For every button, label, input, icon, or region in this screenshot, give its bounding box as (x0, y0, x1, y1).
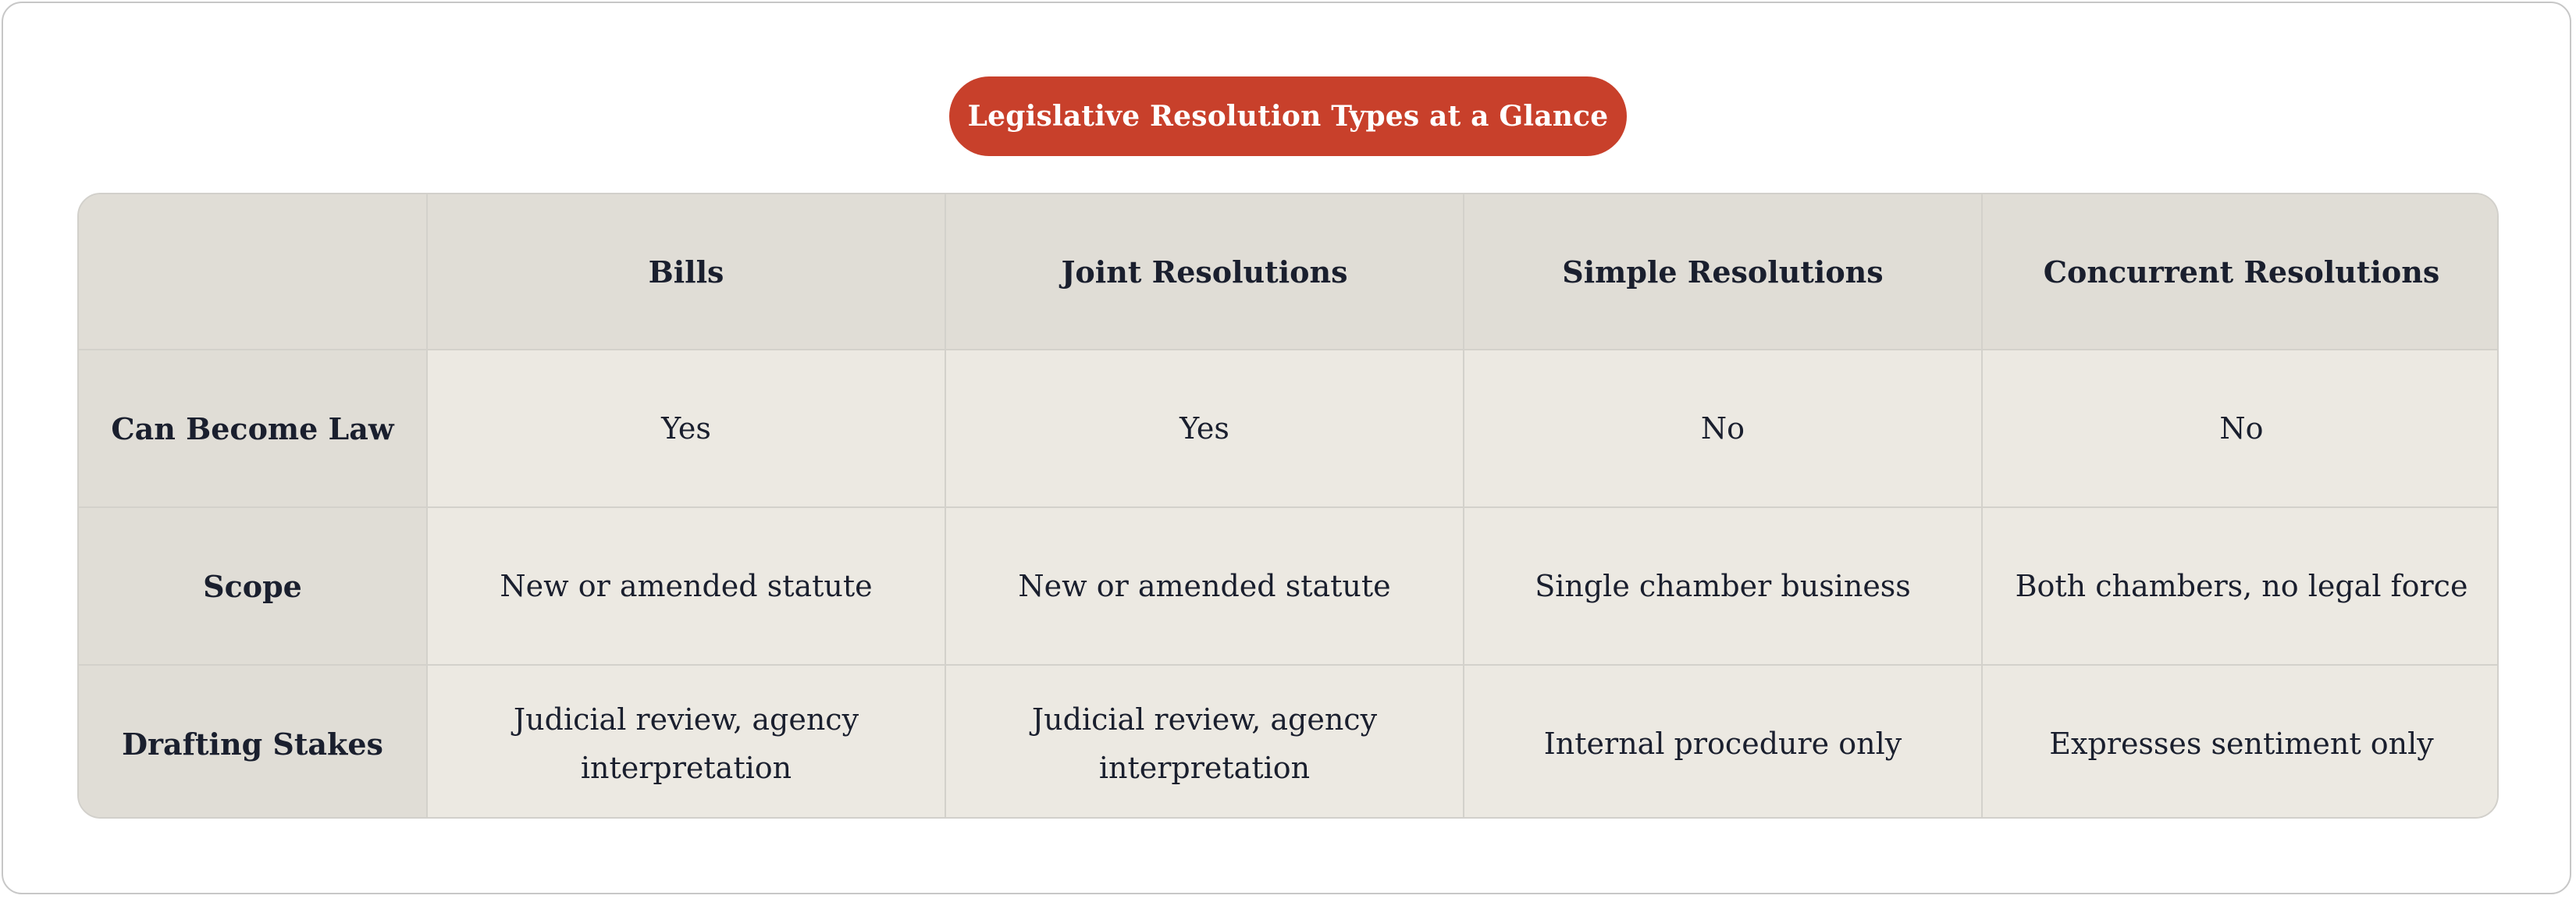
row-header-drafting-stakes: Drafting Stakes (79, 665, 427, 819)
table-row (79, 665, 2499, 819)
corner-cell (79, 194, 427, 350)
table-cell: Internal procedure only (1464, 665, 1982, 819)
table-cell: Single chamber business (1464, 507, 1982, 665)
table-cell: No (1464, 350, 1982, 507)
column-header-simple-resolutions: Simple Resolutions (1464, 194, 1982, 350)
table-cell: New or amended statute (945, 507, 1464, 665)
row-header-can-become-law: Can Become Law (79, 350, 427, 507)
title-badge (949, 76, 1627, 156)
column-header-joint-resolutions: Joint Resolutions (945, 194, 1464, 350)
table-row (79, 507, 2499, 665)
table-cell: Judicial review, agency interpretation (427, 665, 945, 819)
column-header-concurrent-resolutions: Concurrent Resolutions (1982, 194, 2499, 350)
table-cell: No (1982, 350, 2499, 507)
table-cell: Yes (945, 350, 1464, 507)
comparison-table (79, 194, 2499, 819)
table-cell: New or amended statute (427, 507, 945, 665)
table-header-row (79, 194, 2499, 350)
table-row (79, 350, 2499, 507)
table-cell: Yes (427, 350, 945, 507)
table-cell: Both chambers, no legal force (1982, 507, 2499, 665)
table-cell: Judicial review, agency interpretation (945, 665, 1464, 819)
table-cell: Expresses sentiment only (1982, 665, 2499, 819)
page-title: Legislative Resolution Types at a Glance (967, 100, 1609, 133)
row-header-scope: Scope (79, 507, 427, 665)
comparison-table-container (77, 193, 2499, 819)
column-header-bills: Bills (427, 194, 945, 350)
